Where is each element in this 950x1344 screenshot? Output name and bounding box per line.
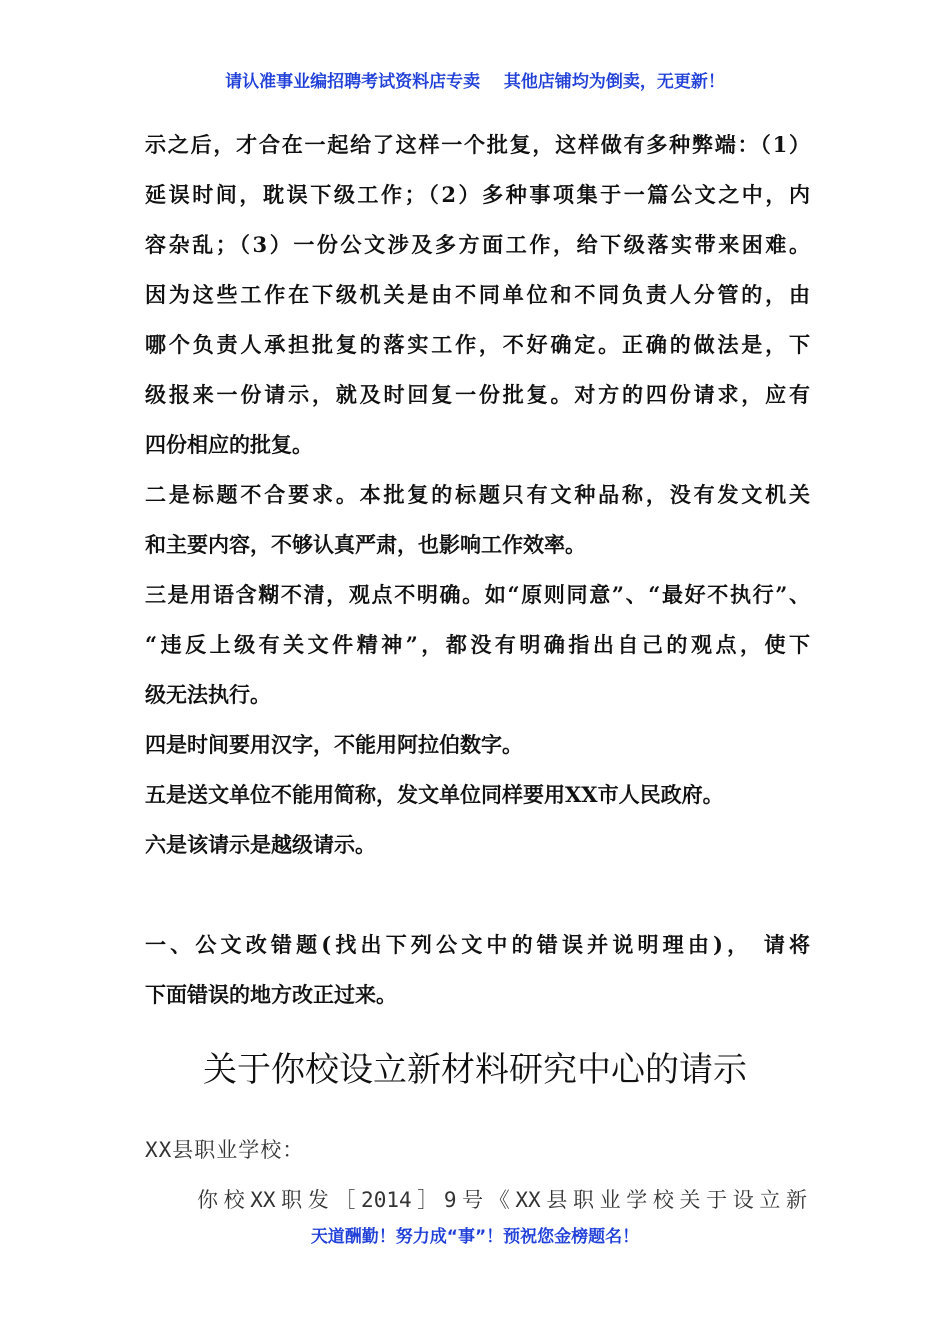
body-line: 级无法执行。 <box>145 682 271 707</box>
body-line: 四份相应的批复。 <box>145 432 313 457</box>
addressee-line: XX县职业学校： <box>145 1138 305 1162</box>
body-line: 延误时间，耽误下级工作；（2）多种事项集于一篇公文之中，内 <box>145 182 810 207</box>
section-heading-line: 一、公文改错题(找出下列公文中的错误并说明理由)， 请将 <box>145 932 810 957</box>
body-line: 和主要内容，不够认真严肃，也影响工作效率。 <box>145 532 586 557</box>
body-line: 容杂乱；（3）一份公文涉及多方面工作，给下级落实带来困难。 <box>145 232 810 257</box>
section-heading-line: 下面错误的地方改正过来。 <box>145 982 397 1007</box>
body-line: 哪个负责人承担批复的落实工作，不好确定。正确的做法是，下 <box>145 332 810 357</box>
body-line: 五是送文单位不能用简称，发文单位同样要用XX市人民政府。 <box>145 782 724 807</box>
paragraph-gap <box>145 870 810 920</box>
body-line: 三是用语含糊不清，观点不明确。如“原则同意”、“最好不执行”、 <box>145 582 810 607</box>
body-line: “违反上级有关文件精神”，都没有明确指出自己的观点，使下 <box>145 632 810 657</box>
header-banner: 请认准事业编招聘考试资料店专卖 其他店铺均为倒卖，无更新！ <box>225 72 725 92</box>
body-line: 六是该请示是越级请示。 <box>145 832 376 857</box>
body-line: 级报来一份请示，就及时回复一份批复。对方的四份请求，应有 <box>145 382 810 407</box>
first-paragraph-line: 你校XX职发［2014］9号《XX县职业学校关于设立新 <box>197 1188 807 1212</box>
body-line: 因为这些工作在下级机关是由不同单位和不同负责人分管的，由 <box>145 282 810 307</box>
footer-banner: 天道酬勤！努力成“事”！预祝您金榜题名！ <box>310 1227 640 1247</box>
body-line: 二是标题不合要求。本批复的标题只有文种品称，没有发文机关 <box>145 482 810 507</box>
body-text <box>145 120 810 1020</box>
body-line: 四是时间要用汉字，不能用阿拉伯数字。 <box>145 732 523 757</box>
body-line: 示之后，才合在一起给了这样一个批复，这样做有多种弊端：（1） <box>145 132 810 157</box>
document-title: 关于你校设立新材料研究中心的请示 <box>203 1050 747 1090</box>
